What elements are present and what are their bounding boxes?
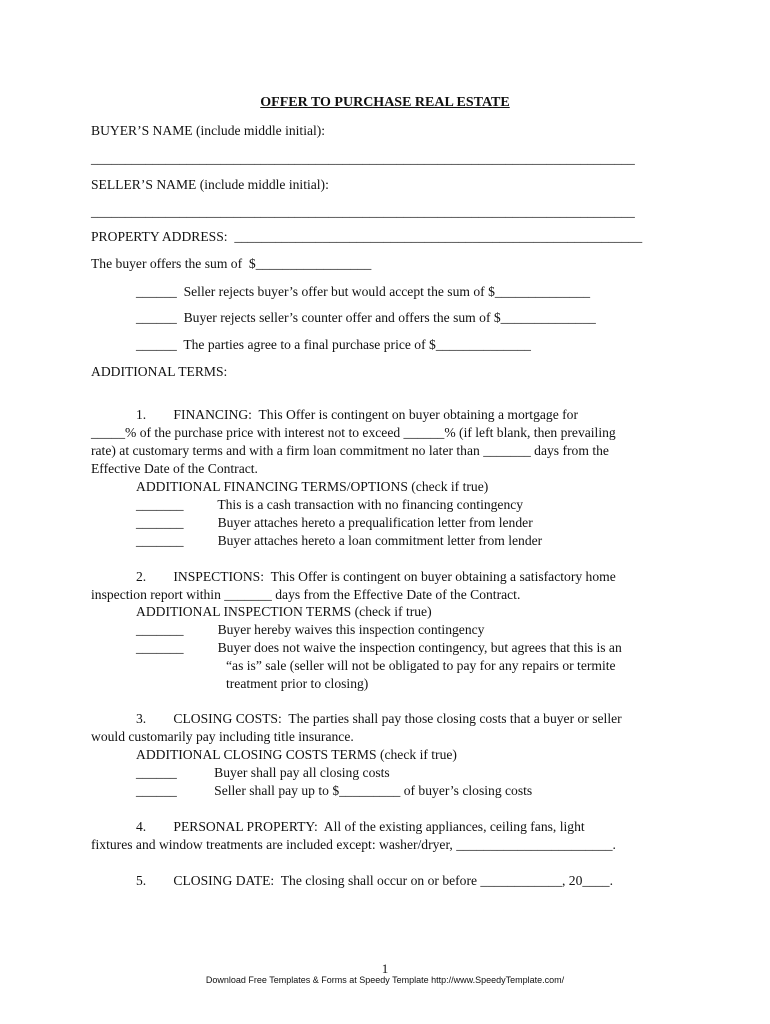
inspection-option-as-is-3: treatment prior to closing) bbox=[226, 676, 369, 691]
financing-option-cash: _______ This is a cash transaction with no financing contingency bbox=[136, 497, 524, 512]
offer-sum: The buyer offers the sum of $_________________ bbox=[91, 256, 372, 271]
financing-line-1: 1. FINANCING: This Offer is contingent on buyer obtaining a mortgage for bbox=[136, 407, 578, 422]
option-buyer-rejects: ______ Buyer rejects seller’s counter offer and offers the sum of $______________ bbox=[136, 310, 596, 325]
page-title: OFFER TO PURCHASE REAL ESTATE bbox=[260, 95, 510, 110]
additional-terms-heading: ADDITIONAL TERMS: bbox=[91, 364, 228, 379]
property-address: PROPERTY ADDRESS: ____________________________________________________________ bbox=[91, 229, 643, 244]
inspections-line-1: 2. INSPECTIONS: This Offer is contingent on buyer obtaining a satisfactory home bbox=[136, 569, 616, 584]
inspection-option-as-is: _______ Buyer does not waive the inspection contingency, but agrees that this is an bbox=[136, 640, 622, 655]
financing-options-header: ADDITIONAL FINANCING TERMS/OPTIONS (check if true) bbox=[136, 479, 489, 494]
inspection-option-as-is-2: “as is” sale (seller will not be obligated to pay for any repairs or termite bbox=[226, 658, 616, 673]
inspections-line-2: inspection report within _______ days from the Effective Date of the Contract. bbox=[91, 587, 521, 602]
page-number: 1 bbox=[381, 961, 389, 976]
closing-costs-line-2: would customarily pay including title insurance. bbox=[91, 729, 354, 744]
buyer-name-line: ________________________________________________________________________________ bbox=[91, 151, 635, 166]
closing-costs-terms-header: ADDITIONAL CLOSING COSTS TERMS (check if true) bbox=[136, 747, 457, 762]
closing-costs-option-seller: ______ Seller shall pay up to $_________ of buyer’s closing costs bbox=[136, 783, 533, 798]
inspection-terms-header: ADDITIONAL INSPECTION TERMS (check if true) bbox=[136, 604, 432, 619]
option-seller-rejects: ______ Seller rejects buyer’s offer but would accept the sum of $______________ bbox=[136, 284, 591, 299]
buyer-name-label: BUYER’S NAME (include middle initial): bbox=[91, 123, 326, 138]
financing-line-4: Effective Date of the Contract. bbox=[91, 461, 258, 476]
closing-costs-option-buyer: ______ Buyer shall pay all closing costs bbox=[136, 765, 390, 780]
financing-line-3: rate) at customary terms and with a firm loan commitment no later than _______ days from the bbox=[91, 443, 609, 458]
financing-option-commitment: _______ Buyer attaches hereto a loan commitment letter from lender bbox=[136, 533, 543, 548]
footer-text: Download Free Templates & Forms at Speedy Template http://www.SpeedyTemplate.com/ bbox=[205, 975, 565, 985]
personal-property-line-1: 4. PERSONAL PROPERTY: All of the existing appliances, ceiling fans, light bbox=[136, 819, 585, 834]
seller-name-label: SELLER’S NAME (include middle initial): bbox=[91, 177, 329, 192]
financing-option-prequal: _______ Buyer attaches hereto a prequalification letter from lender bbox=[136, 515, 533, 530]
financing-line-2: _____% of the purchase price with interest not to exceed ______% (if left blank, then prevailing bbox=[91, 425, 616, 440]
inspection-option-waive: _______ Buyer hereby waives this inspection contingency bbox=[136, 622, 485, 637]
closing-costs-line-1: 3. CLOSING COSTS: The parties shall pay those closing costs that a buyer or seller bbox=[136, 711, 622, 726]
option-final-price: ______ The parties agree to a final purchase price of $______________ bbox=[136, 337, 531, 352]
personal-property-line-2: fixtures and window treatments are included except: washer/dryer, _______________________. bbox=[91, 837, 616, 852]
seller-name-line: ________________________________________________________________________________ bbox=[91, 204, 635, 219]
closing-date: 5. CLOSING DATE: The closing shall occur on or before ____________, 20____. bbox=[136, 873, 613, 888]
